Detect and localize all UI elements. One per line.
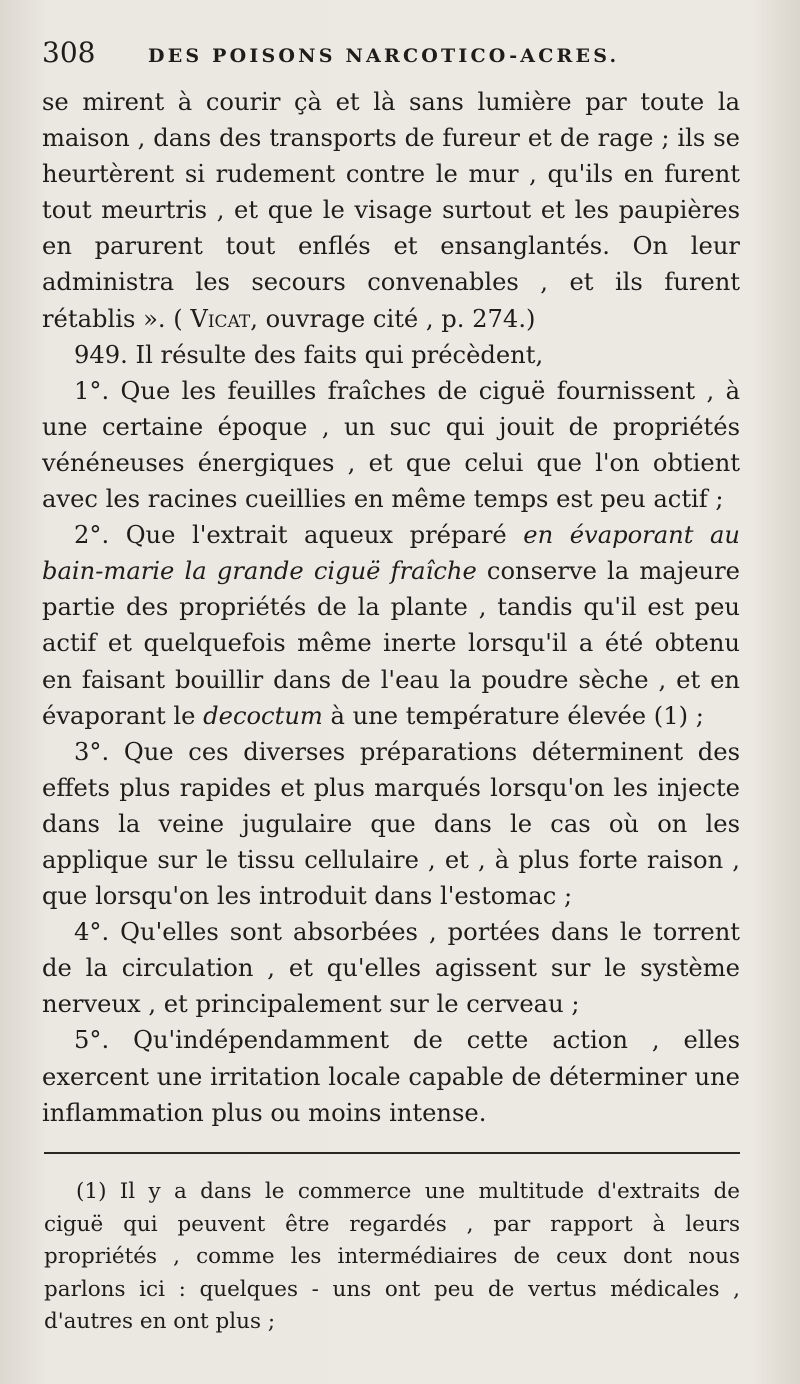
footnotes xyxy=(44,1176,740,1339)
paragraph-point-1: 1°. Que les feuilles fraîches de ciguë fournissent , à une certaine époque , un suc qui jouit de propriétés vénéneuses énergiques , et que celui que l'on obtient avec les racines cueillies en même temps est peu actif ; xyxy=(42,376,740,514)
footnote-rule xyxy=(44,1152,740,1154)
page-number: 308 xyxy=(42,36,96,69)
text-run: se mirent à courir çà et là sans lumière par toute la maison , dans des transports de fureur et de rage ; ils se heurtèrent si rudement contre le mur , qu'ils en furent tout meurtris , et que le visage surtout et les paupières en parurent tout enflés et ensanglantés. On leur administra les secours convenables , et ils furent rétablis ». ( xyxy=(42,88,740,333)
text-run: conserve la majeure partie des propriétés de la plante , tandis qu'il est peu actif et quelquefois même inerte lorsqu'il a été obtenu en faisant bouillir dans de l'eau la poudre sèche , et en évaporant le xyxy=(42,557,740,730)
body-text xyxy=(42,84,740,1131)
italic-text: en évaporant au bain-marie la grande ciguë fraîche xyxy=(42,521,740,586)
page-header xyxy=(42,36,742,73)
running-title: DES POISONS NARCOTICO-ACRES. xyxy=(148,45,620,67)
paragraph-949: 949. Il résulte des faits qui précèdent, xyxy=(74,340,544,369)
paragraph-point-3: 3°. Que ces diverses préparations déterminent des effets plus rapides et plus marqués lorsqu'on les injecte dans la veine jugulaire que dans le cas où on les applique sur le tissu cellulaire , et , à plus forte raison , que lorsqu'on les introduit dans l'estomac ; xyxy=(42,737,740,911)
author-name: Vicat xyxy=(190,304,251,333)
footnote-1: (1) Il y a dans le commerce une multitude d'extraits de ciguë qui peuvent être regardés , par rapport à leurs propriétés , comme les intermédiaires de ceux dont nous parlons ici : quelques - uns ont peu de vertus médicales , d'autres en ont plus ; xyxy=(44,1179,740,1334)
text-run: , ouvrage cité , p. 274.) xyxy=(250,304,536,333)
paragraph-point-2 xyxy=(42,517,740,734)
text-run: à une température élevée (1) ; xyxy=(322,701,704,730)
italic-text: decoctum xyxy=(203,701,323,730)
paragraph-point-4: 4°. Qu'elles sont absorbées , portées dans le torrent de la circulation , et qu'elles agissent sur le système nerveux , et principalement sur le cerveau ; xyxy=(42,918,740,1019)
paragraph-point-5: 5°. Qu'indépendamment de cette action , elles exercent une irritation locale capable de déterminer une inflammation plus ou moins intense. xyxy=(42,1026,740,1127)
paragraph-continuation xyxy=(42,84,740,337)
text-run: 2°. Que l'extrait aqueux préparé xyxy=(74,521,524,550)
